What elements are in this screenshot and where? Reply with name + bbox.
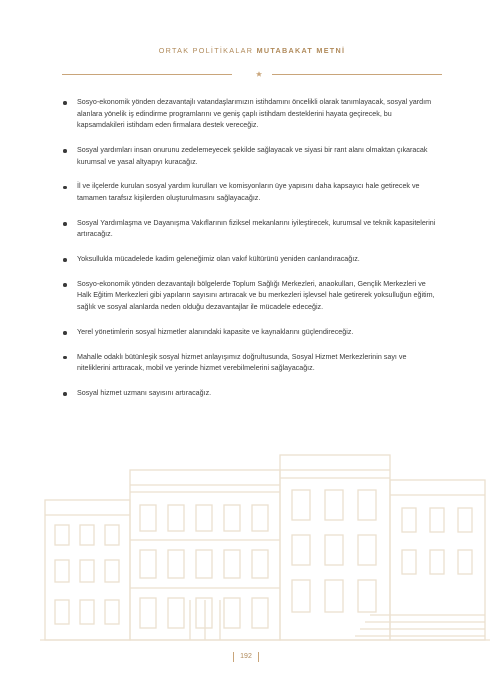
page-number: [233, 650, 259, 664]
page-number-bar-left: [233, 652, 234, 662]
policy-list: [63, 97, 441, 400]
page-number-text: 192: [240, 653, 252, 660]
divider-line-right: [272, 74, 442, 75]
divider-line-left: [62, 74, 232, 75]
header-title-bold: MUTABAKAT METNİ: [256, 46, 346, 55]
page-header: [0, 46, 504, 55]
list-item: Yerel yönetimlerin sosyal hizmetler alanındaki kapasite ve kaynaklarını güçlendireceğiz.: [63, 327, 441, 339]
header-title-regular: ORTAK POLİTİKALAR: [158, 46, 254, 55]
building-watermark: [40, 440, 490, 655]
page-number-bar-right: [258, 652, 259, 662]
list-item: Sosyal yardımları insan onurunu zedelemeyecek şekilde sağlayacak ve siyasi bir rant alanı olmaktan çıkaracak kurumsal ve yasal altyapıyı kuracağız.: [63, 145, 441, 168]
list-item: Sosyal Yardımlaşma ve Dayanışma Vakıflarının fiziksel mekanlarını iyileştirecek, kurumsal ve teknik kapasitelerini artıracağız.: [63, 218, 441, 241]
list-item: İl ve ilçelerde kurulan sosyal yardım kurulları ve komisyonların üye yapısını daha kapsayıcı hale getirecek ve tamamen tarafsız kişilerden oluşturulmasını sağlayacağız.: [63, 181, 441, 204]
crescent-star-icon: [232, 64, 272, 84]
list-item: Yoksullukla mücadelede kadim geleneğimiz olan vakıf kültürünü yeniden canlandıracağız.: [63, 254, 441, 266]
list-item: Sosyo-ekonomik yönden dezavantajlı vatandaşlarımızın istihdamını öncelikli olarak tanımlayacak, sosyal yardım alanlara yönelik iş edindirme programlarını ve geniş çaplı istihdam desteklerini hayata geçirecek, bu kapsamdakileri istihdam eden firmalara destek vereceğiz.: [63, 97, 441, 132]
list-item: Sosyo-ekonomik yönden dezavantajlı bölgelerde Toplum Sağlığı Merkezleri, anaokulları, Gençlik Merkezleri ve Halk Eğitim Merkezleri gibi yapıların sayısını artıracak ve bu merkezleri işlevsel hale getirerek yoksulluğun eğitim, sağlık ve sosyal alanlarda neden olduğu dezavantajlar ile mücadele edeceğiz.: [63, 279, 441, 314]
main-content: [63, 97, 441, 413]
list-item: Mahalle odaklı bütünleşik sosyal hizmet anlayışımız doğrultusunda, Sosyal Hizmet Merkezlerinin sayı ve niteliklerini arttıracak, mobil ve yerinde hizmet verebilmelerini sağlayacağız.: [63, 352, 441, 375]
list-item: Sosyal hizmet uzmanı sayısını artıracağız.: [63, 388, 441, 400]
header-divider: [62, 64, 442, 84]
